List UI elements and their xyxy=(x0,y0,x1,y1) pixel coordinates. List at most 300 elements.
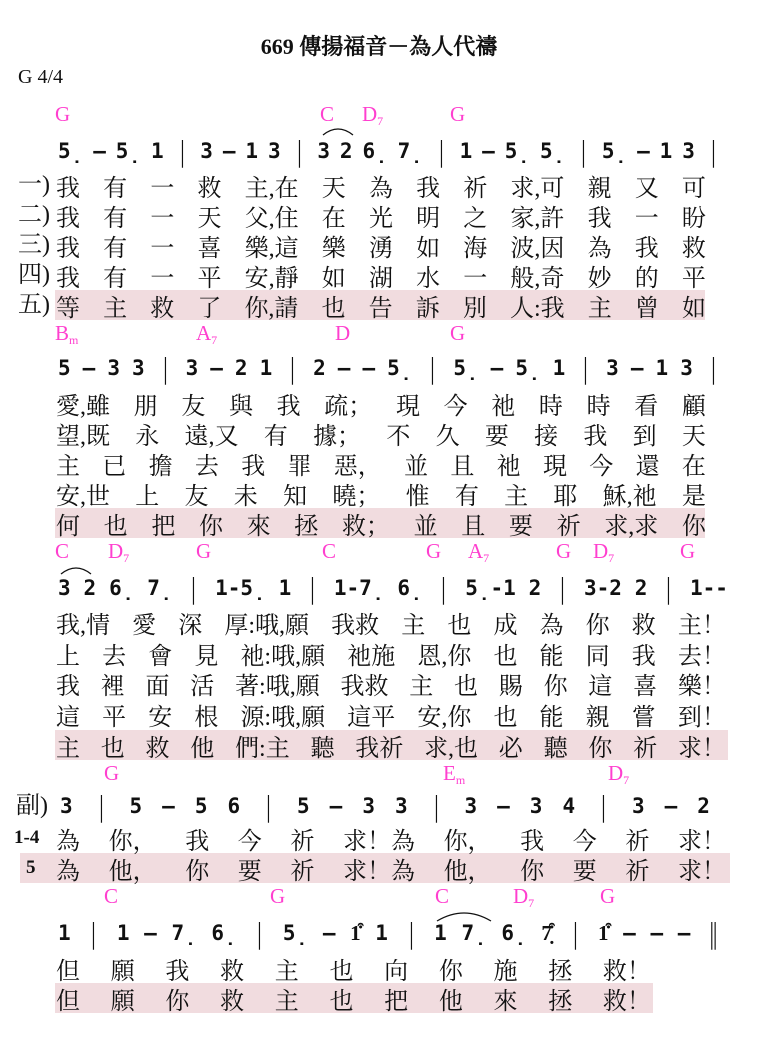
lyric-syllable: 會 xyxy=(148,643,173,670)
barline: | xyxy=(160,351,170,385)
lyric-syllable: 今 xyxy=(589,453,614,480)
note: 7̣ xyxy=(171,921,197,945)
lyric-syllable: 上 xyxy=(135,483,160,510)
lyric-syllable: 為 xyxy=(56,858,80,885)
barline: | xyxy=(581,351,590,385)
lyric-syllable: 你 xyxy=(681,513,706,540)
lyric-syllable: 活 xyxy=(190,673,215,700)
lyric-syllable: 平 xyxy=(681,265,706,292)
note: 7̣ xyxy=(397,139,423,163)
lyric-syllable: 他 xyxy=(438,988,463,1015)
lyric-syllable: 安,世 xyxy=(56,483,110,510)
lyric-syllable: 救 xyxy=(220,958,245,985)
note: – xyxy=(93,139,106,163)
lyric-syllable: 如 xyxy=(416,235,441,262)
lyric-line xyxy=(56,260,706,290)
note: 5̣ xyxy=(601,139,628,163)
lyric-syllable: 也 xyxy=(100,735,125,762)
lyric-syllable: 深 xyxy=(178,612,203,639)
note: 3 xyxy=(58,576,71,600)
note: 1 xyxy=(150,139,164,163)
notes-line xyxy=(58,136,722,166)
lyric-syllable: 你 xyxy=(520,858,545,885)
lyric-syllable: 祈 xyxy=(625,828,650,855)
lyric-syllable: 是 xyxy=(681,483,706,510)
lyric-syllable: 耶 xyxy=(553,483,578,510)
lyric-syllable: 接 xyxy=(534,423,559,450)
lyric-syllable: 了 xyxy=(197,295,222,322)
lyric-line xyxy=(56,823,726,853)
lyric-syllable: 去 xyxy=(194,453,219,480)
lyric-syllable: 見 xyxy=(194,643,219,670)
note: 7̣ xyxy=(147,576,173,600)
lyric-syllable: 也 xyxy=(103,513,128,540)
note: – xyxy=(162,794,175,818)
note: 3 xyxy=(682,139,695,163)
barline: | xyxy=(664,571,673,605)
note: 3 xyxy=(317,139,330,163)
lyric-syllable: 成 xyxy=(493,612,518,639)
lyric-syllable: 願 xyxy=(110,958,135,985)
lyric-syllable: 已 xyxy=(102,453,127,480)
chord: D xyxy=(335,321,351,345)
lyric-syllable: 水 xyxy=(416,265,441,292)
lyric-syllable: 這 xyxy=(56,704,80,731)
lyric-syllable: 友 xyxy=(181,393,206,420)
lyric-syllable: 罪 xyxy=(287,453,312,480)
lyric-syllable: 祂 xyxy=(496,453,521,480)
note: 5̣ xyxy=(504,139,531,163)
lyric-syllable: 來 xyxy=(246,513,271,540)
lyric-syllable: 喜 xyxy=(197,235,222,262)
lyric-syllable: 一 xyxy=(463,265,488,292)
lyric-syllable: 著:哦,願 xyxy=(235,673,320,700)
lyric-syllable: 求！ xyxy=(677,828,726,855)
barline: | xyxy=(255,916,265,950)
barline: | xyxy=(294,134,304,168)
lyric-syllable: 之 xyxy=(463,205,488,232)
note: – xyxy=(362,356,376,380)
lyric-syllable: 一 xyxy=(150,175,175,202)
lyric-syllable: 他， xyxy=(108,858,157,885)
note: – xyxy=(144,921,157,945)
lyric-syllable: 我救 xyxy=(340,673,389,700)
lyric-syllable: 安,靜 xyxy=(244,265,299,292)
lyric-syllable: 你 xyxy=(543,673,568,700)
lyric-syllable: 主 xyxy=(401,612,426,639)
lyric-syllable: 今 xyxy=(572,828,597,855)
lyric-syllable: 盼 xyxy=(681,205,706,232)
note: 3 xyxy=(394,794,408,818)
lyric-syllable: 恩,你 xyxy=(417,643,472,670)
lyric-syllable: 主,在 xyxy=(244,175,299,202)
note: – xyxy=(650,921,664,945)
barline: | xyxy=(96,789,106,823)
lyric-syllable: 湧 xyxy=(368,235,393,262)
lyric-syllable: 永 xyxy=(135,423,160,450)
lyric-syllable: 朋 xyxy=(133,393,158,420)
lyric-syllable: 把 xyxy=(384,988,409,1015)
lyric-syllable: 我 xyxy=(631,643,656,670)
lyric-syllable: 祈 xyxy=(463,175,488,202)
lyric-syllable: 人:我 xyxy=(509,295,565,322)
lyric-syllable: 的 xyxy=(634,265,659,292)
barline: | xyxy=(288,351,297,385)
chord: G xyxy=(270,884,286,908)
lyric-line xyxy=(56,170,706,200)
note: 1 xyxy=(375,921,388,945)
lyric-syllable: 一 xyxy=(150,235,175,262)
note: 4 xyxy=(562,794,576,818)
lyric-syllable: 我 xyxy=(56,673,80,700)
lyric-syllable: 主 xyxy=(103,295,128,322)
barline: | xyxy=(428,351,438,385)
lyric-syllable: 要 xyxy=(237,858,262,885)
note: 3 xyxy=(60,794,73,818)
verse-label: 一) xyxy=(18,172,50,198)
lyric-syllable: 我 xyxy=(185,828,210,855)
lyric-syllable: 主 xyxy=(409,673,434,700)
lyric-syllable: 別 xyxy=(462,295,487,322)
lyric-syllable: 救 xyxy=(220,988,245,1015)
note: – xyxy=(337,356,351,380)
lyric-line xyxy=(56,388,706,418)
lyric-syllable: 一 xyxy=(634,205,659,232)
lyric-syllable: 如 xyxy=(321,265,346,292)
lyric-syllable: 祂施 xyxy=(347,643,396,670)
note: 3 xyxy=(107,356,120,380)
lyric-syllable: 救； xyxy=(341,513,390,540)
chord: G xyxy=(196,539,212,563)
note: – xyxy=(677,921,691,945)
lyric-syllable: 我 xyxy=(56,205,80,232)
lyric-line xyxy=(56,448,706,478)
note: 5̣ xyxy=(515,356,541,380)
note: 2 xyxy=(339,139,353,163)
lyric-syllable: 時 xyxy=(586,393,611,420)
note: 3 xyxy=(606,356,619,380)
lyric-line xyxy=(56,478,706,508)
note: 1 xyxy=(245,139,259,163)
lyric-syllable: 你 xyxy=(185,858,210,885)
lyric-syllable: 不 xyxy=(386,423,411,450)
lyric-syllable: 到 xyxy=(632,423,657,450)
note: – xyxy=(329,794,343,818)
lyric-syllable: 能 xyxy=(539,704,564,731)
note: 1 xyxy=(552,356,566,380)
lyric-syllable: 喜 xyxy=(633,673,658,700)
barline: | xyxy=(437,134,446,168)
chord: G xyxy=(450,321,466,345)
lyric-line xyxy=(56,290,706,320)
lyric-syllable: 未 xyxy=(233,483,258,510)
lyric-syllable: 一 xyxy=(150,205,175,232)
lyric-syllable: 也 xyxy=(321,295,346,322)
lyric-syllable: 告 xyxy=(368,295,393,322)
note: 1-5̣ xyxy=(215,576,266,600)
lyric-syllable: 有 xyxy=(103,175,128,202)
note: – xyxy=(82,356,96,380)
lyric-line xyxy=(56,953,651,983)
lyric-syllable: 我 xyxy=(583,423,608,450)
lyric-syllable: 祈 xyxy=(556,513,581,540)
chord: $E_m$ xyxy=(443,761,466,787)
lyric-syllable: 向 xyxy=(384,958,409,985)
lyric-syllable: 知 xyxy=(283,483,308,510)
chord: $D_7$ xyxy=(593,539,615,565)
barline: ‖ xyxy=(709,916,718,950)
lyric-syllable: 你 xyxy=(585,612,610,639)
lyric-syllable: 何 xyxy=(56,513,80,540)
note: – xyxy=(210,356,223,380)
lyric-syllable: 拯 xyxy=(294,513,319,540)
lyric-syllable: 曾 xyxy=(634,295,659,322)
barline: | xyxy=(709,351,718,385)
note: 2 xyxy=(234,356,248,380)
note: – xyxy=(482,139,495,163)
lyric-syllable: 一 xyxy=(150,265,175,292)
lyric-syllable: 要 xyxy=(484,423,509,450)
lyric-syllable: 為 xyxy=(368,175,393,202)
lyric-syllable: 也 xyxy=(447,612,472,639)
lyric-syllable: 必 xyxy=(498,735,523,762)
barline: | xyxy=(89,916,98,950)
lyric-syllable: 有 xyxy=(103,205,128,232)
chord: G xyxy=(104,761,120,785)
lyric-syllable: 等 xyxy=(56,295,80,322)
lyric-syllable: 這平 xyxy=(347,704,396,731)
lyric-syllable: 穌,祂 xyxy=(602,483,657,510)
barline: | xyxy=(406,916,416,950)
lyric-syllable: 還 xyxy=(635,453,660,480)
lyric-syllable: 到！ xyxy=(677,704,726,731)
lyric-syllable: 要 xyxy=(572,858,597,885)
barline: | xyxy=(189,571,199,605)
lyric-syllable: 有 xyxy=(103,235,128,262)
lyric-syllable: 望,既 xyxy=(56,423,110,450)
lyric-syllable: 也 xyxy=(329,958,354,985)
lyric-syllable: 救 xyxy=(631,612,656,639)
note: 3 xyxy=(464,794,478,818)
lyric-syllable: 把 xyxy=(151,513,176,540)
lyric-syllable: 我祈 xyxy=(355,735,404,762)
lyric-syllable: 救 xyxy=(145,735,170,762)
lyric-syllable: 求！ xyxy=(677,858,726,885)
chord: $D_7$ xyxy=(362,102,384,128)
lyric-syllable: 我 xyxy=(241,453,266,480)
lyric-syllable: 今 xyxy=(443,393,468,420)
lyric-syllable: 樂 xyxy=(321,235,346,262)
lyric-syllable: 且 xyxy=(461,513,486,540)
note: 5̣ xyxy=(58,139,84,163)
lyric-syllable: 求！ xyxy=(677,735,726,762)
lyric-syllable: 擔 xyxy=(148,453,173,480)
lyric-syllable: 我 xyxy=(520,828,545,855)
chord: C xyxy=(104,884,119,908)
note: – xyxy=(497,794,510,818)
lyric-syllable: 安 xyxy=(148,704,173,731)
note: 3 xyxy=(680,356,693,380)
lyric-syllable: 上 xyxy=(56,643,80,670)
lyric-syllable: 為 xyxy=(587,235,612,262)
lyric-syllable: 在 xyxy=(321,205,346,232)
note: 5 xyxy=(129,794,143,818)
note: 5̣ xyxy=(115,139,142,163)
barline: | xyxy=(570,916,580,950)
tie-arc xyxy=(322,126,354,136)
lyric-syllable: 我救 xyxy=(331,612,380,639)
lyric-syllable: 主 xyxy=(587,295,612,322)
barline: | xyxy=(579,134,588,168)
note: 3 xyxy=(362,794,375,818)
lyric-syllable: 親 xyxy=(587,175,612,202)
notes-line xyxy=(58,918,722,948)
note: 3 xyxy=(132,356,145,380)
lyric-syllable: 聽 xyxy=(310,735,335,762)
lyric-syllable: 曉； xyxy=(332,483,381,510)
notes-line xyxy=(60,791,710,821)
note: 1 xyxy=(58,921,71,945)
lyric-syllable: 主！ xyxy=(677,612,726,639)
hymn-title: 669 傳揚福音－為人代禱 xyxy=(260,34,498,59)
note: 5 xyxy=(58,356,71,380)
lyric-syllable: 時 xyxy=(538,393,563,420)
lyric-syllable: 如 xyxy=(681,295,706,322)
lyric-syllable: 你， xyxy=(443,828,492,855)
lyric-syllable: 光 xyxy=(368,205,393,232)
lyric-syllable: 友 xyxy=(184,483,209,510)
note: 5̣ xyxy=(539,139,566,163)
lyric-line xyxy=(56,607,726,637)
chord: $B_m$ xyxy=(55,321,79,347)
note: 5 xyxy=(194,794,208,818)
verse-label: 四) xyxy=(18,262,50,288)
lyric-syllable: 家,許 xyxy=(510,205,565,232)
lyric-syllable: 求,可 xyxy=(510,175,565,202)
lyric-syllable: 般,奇 xyxy=(510,265,565,292)
lyric-syllable: 救 xyxy=(681,235,706,262)
lyric-syllable: 我 xyxy=(276,393,301,420)
lyric-syllable: 根 xyxy=(194,704,219,731)
lyric-syllable: 救 xyxy=(150,295,175,322)
note: 7̣͒ xyxy=(541,920,552,945)
lyric-syllable: 並 xyxy=(413,513,438,540)
lyric-syllable: 愛 xyxy=(132,612,157,639)
lyric-syllable: 們:主 xyxy=(235,735,290,762)
chord: G xyxy=(680,539,696,563)
lyric-syllable: 海 xyxy=(463,235,488,262)
lyric-syllable: 為 xyxy=(539,612,564,639)
lyric-syllable: 主 xyxy=(504,483,529,510)
lyric-syllable: 你， xyxy=(108,828,157,855)
lyric-syllable: 樂！ xyxy=(677,673,726,700)
note: – xyxy=(637,139,650,163)
lyric-syllable: 訴 xyxy=(415,295,440,322)
lyric-syllable: 現 xyxy=(395,393,420,420)
lyric-syllable: 有 xyxy=(454,483,479,510)
note: 5̣ xyxy=(453,356,479,380)
lyric-syllable: 天 xyxy=(321,175,346,202)
lyric-line xyxy=(56,668,726,698)
note: 1-7̣ xyxy=(333,576,385,600)
barline: | xyxy=(709,134,718,168)
note: 7̣ xyxy=(461,921,487,945)
lyric-line xyxy=(56,200,706,230)
note: – xyxy=(222,139,236,163)
lyric-syllable: 源:哦,願 xyxy=(240,704,326,731)
lyric-syllable: 你 xyxy=(588,735,613,762)
verse-label: 二) xyxy=(18,202,50,228)
note: 1 xyxy=(278,576,292,600)
note: 6̣ xyxy=(397,576,423,600)
lyric-syllable: 疏； xyxy=(324,393,373,420)
lyric-syllable: 現 xyxy=(542,453,567,480)
lyric-syllable: 主 xyxy=(56,453,80,480)
lyric-syllable: 救！ xyxy=(602,988,651,1015)
note: 6̣ xyxy=(501,921,527,945)
lyric-syllable: 去！ xyxy=(677,643,726,670)
note: 3-2 xyxy=(583,576,622,600)
lyric-syllable: 平 xyxy=(197,265,222,292)
note: 3 xyxy=(529,794,543,818)
lyric-syllable: 能 xyxy=(539,643,564,670)
lyric-syllable: 也 xyxy=(329,988,354,1015)
note: 3 xyxy=(631,794,645,818)
chord: G xyxy=(450,102,466,126)
lyric-syllable: 你 xyxy=(198,513,223,540)
note: – xyxy=(664,794,678,818)
note: 6̣ xyxy=(211,921,237,945)
lyric-syllable: 我 xyxy=(56,235,80,262)
lyric-syllable: 可 xyxy=(681,175,706,202)
lyric-syllable: 據； xyxy=(313,423,362,450)
lyric-syllable: 祈 xyxy=(290,858,315,885)
lyric-syllable: 又 xyxy=(634,175,659,202)
lyric-syllable: 我 xyxy=(634,235,659,262)
lyric-syllable: 天 xyxy=(197,205,222,232)
lyric-syllable: 拯 xyxy=(548,958,573,985)
lyric-syllable: 去 xyxy=(102,643,127,670)
lyric-syllable: 有 xyxy=(263,423,288,450)
lyric-syllable: 賜 xyxy=(498,673,523,700)
lyric-syllable: 同 xyxy=(585,643,610,670)
lyric-syllable: 與 xyxy=(228,393,253,420)
chord: $A_7$ xyxy=(196,321,218,347)
lyric-syllable: 願 xyxy=(110,988,135,1015)
lyric-line xyxy=(56,418,706,448)
chord: G xyxy=(600,884,616,908)
chord: $D_7$ xyxy=(108,539,130,565)
lyric-syllable: 妙 xyxy=(587,265,612,292)
barline: | xyxy=(308,571,317,605)
lyric-line xyxy=(56,983,651,1013)
lyric-syllable: 他， xyxy=(443,858,492,885)
lyric-line xyxy=(56,699,726,729)
lyric-syllable: 我 xyxy=(56,265,80,292)
lyric-syllable: 我,情 xyxy=(56,612,110,639)
lyric-syllable: 顧 xyxy=(681,393,706,420)
chorus-label: 副) xyxy=(16,793,48,819)
lyric-line xyxy=(56,508,706,538)
note: 2 xyxy=(634,576,648,600)
notes-line xyxy=(58,573,728,603)
notes-line xyxy=(58,353,722,383)
lyric-syllable: 天 xyxy=(681,423,706,450)
verse-label: 三) xyxy=(18,232,50,258)
chord: G xyxy=(556,539,572,563)
chord: C xyxy=(320,102,335,126)
lyric-syllable: 你 xyxy=(165,988,190,1015)
